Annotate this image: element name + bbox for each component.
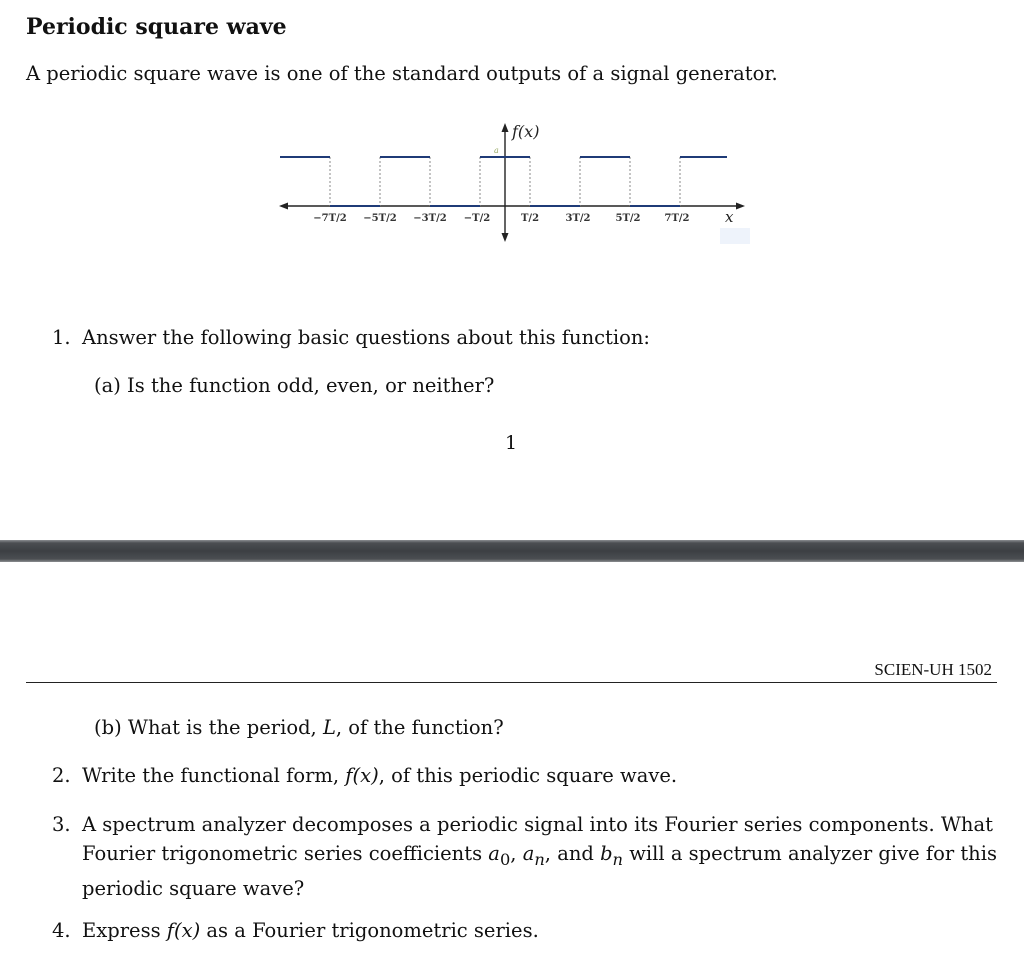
and-text: , and [544,842,601,865]
subquestion-label: (b) [94,716,122,739]
question-number: 2. [52,764,71,787]
question-text-start: Express [82,919,167,942]
question-line [82,839,1002,874]
coef-an-sub: n [534,849,545,869]
coef-bn-sub: n [612,849,624,869]
question-1b [94,713,504,742]
question-text: will a spectrum analyzer give for this [623,842,997,865]
tick-label: 5T/2 [615,213,641,224]
x-axis-left-arrow [279,203,288,210]
question-3 [52,810,1002,903]
tick-label: T/2 [520,213,540,224]
question-line: periodic square wave? [82,876,305,900]
subquestion-text-start: What is the period, [127,716,323,739]
question-1a [94,371,494,400]
question-text-end: , of this periodic square wave. [378,764,678,787]
tick-label: −5T/2 [363,213,397,224]
tick-label: 3T/2 [565,213,591,224]
intro-paragraph: A periodic square wave is one of the standard outputs of a signal generator. [26,62,778,85]
coef-an: a [522,842,535,865]
function-symbol: f(x) [166,919,201,942]
course-code: SCIEN-UH 1502 [874,660,992,679]
question-2 [52,761,997,790]
question-4 [52,916,997,945]
x-axis-right-arrow [736,203,745,210]
amplitude-label: a [494,146,499,155]
page-title: Periodic square wave [26,14,287,40]
tick-label: 7T/2 [664,213,690,224]
coef-bn: b [600,842,613,865]
comma: , [510,842,523,865]
coef-a0: a [488,842,500,865]
tick-label: −7T/2 [313,213,347,224]
question-1 [52,323,992,352]
question-number: 4. [52,919,71,942]
tick-label: −T/2 [463,213,491,224]
square-wave-figure [275,118,755,248]
y-axis-down-arrow [502,233,509,242]
header-rule [26,682,997,683]
coef-a0-sub: 0 [499,849,511,869]
question-number: 3. [52,813,71,836]
question-text: Answer the following basic questions about this function: [82,326,650,349]
x-axis-label: x [725,208,734,226]
page-number: 1 [505,432,518,454]
y-axis-up-arrow [502,123,509,132]
question-text-start: Write the functional form, [82,764,346,787]
question-line: A spectrum analyzer decomposes a periodic signal into its Fourier series components. What [82,813,993,836]
y-axis-label: f(x) [512,122,540,141]
question-number: 1. [52,326,71,349]
subquestion-text: Is the function odd, even, or neither? [127,374,495,397]
period-variable: L [322,716,336,739]
tick-label: −3T/2 [413,213,447,224]
page-separator [0,540,1024,562]
subquestion-text-end: , of the function? [335,716,504,739]
function-symbol: f(x) [345,764,379,787]
subquestion-label: (a) [94,374,121,397]
question-text: Fourier trigonometric series coefficients [82,842,489,865]
question-text-end: as a Fourier trigonometric series. [200,919,539,942]
highlight-box [720,228,750,244]
